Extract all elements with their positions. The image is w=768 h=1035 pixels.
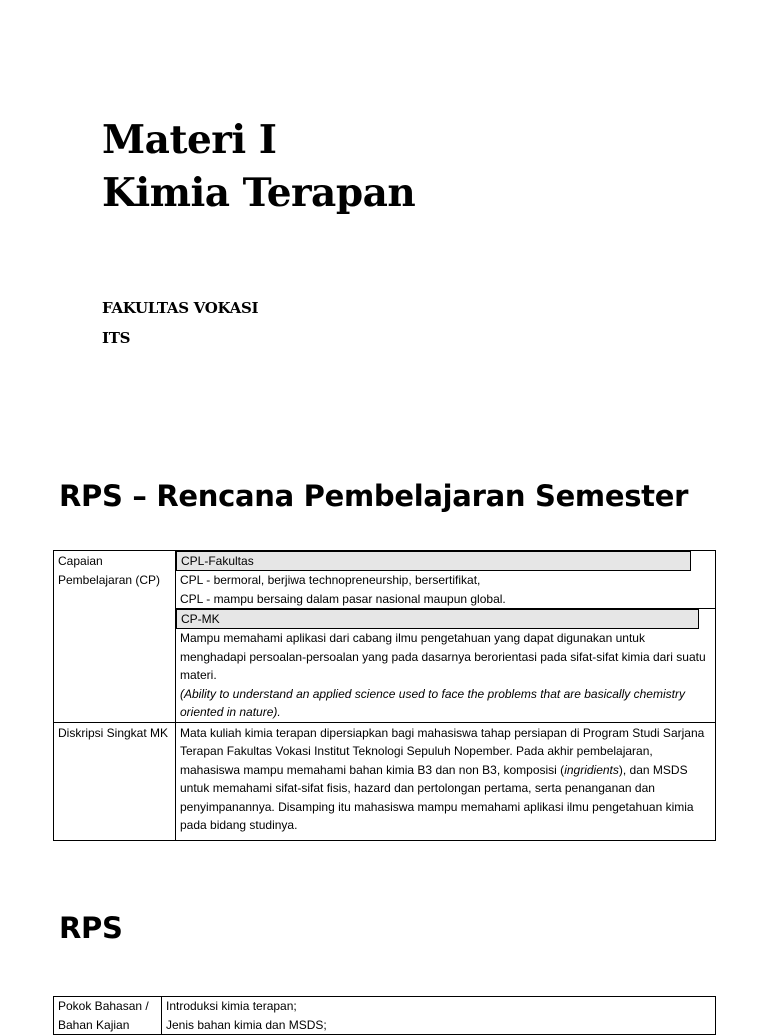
cpl-header: CPL-Fakultas	[176, 551, 691, 571]
desc-text-part1: Mata kuliah kimia terapan dipersiapkan bagi mahasiswa tahap persiapan di Program Studi Sarjana Terapan Fakultas Vokasi Institut Teknologi Sepuluh Nopember. Pada akhir pembelajaran, mahasiswa mampu memahami bahan kimia B3 dan non B3, komposisi (	[180, 725, 705, 777]
desc-content-cell	[176, 722, 716, 840]
pokok-line-2: Jenis bahan kimia dan MSDS;	[166, 1017, 327, 1032]
cpl-line-2: CPL - mampu bersaing dalam pasar nasional maupun global.	[180, 591, 506, 606]
rps-table-2	[53, 996, 716, 1035]
slide-subtitle	[102, 293, 258, 353]
faculty-name: FAKULTAS VOKASI	[102, 299, 259, 317]
rps-table	[53, 550, 716, 841]
institution-name: ITS	[102, 329, 131, 347]
cp-content-cell	[176, 551, 716, 723]
slide-title-line1: Materi I	[102, 117, 277, 163]
rps-heading: RPS – Rencana Pembelajaran Semester	[59, 479, 689, 513]
cpmk-text: Mampu memahami aplikasi dari cabang ilmu pengetahuan yang dapat digunakan untuk menghadapi persoalan-persoalan yang pada dasarnya berorientasi pada sifat-sifat kimia dari suatu materi.	[180, 631, 706, 682]
desc-label: Diskripsi Singkat MK	[58, 725, 169, 740]
table-row	[54, 551, 716, 723]
pokok-label: Pokok Bahasan / Bahan Kajian	[58, 999, 149, 1032]
desc-text-italic: ingridients	[564, 762, 619, 777]
pokok-line-1: Introduksi kimia terapan;	[166, 999, 297, 1013]
cpmk-english: (Ability to understand an applied science used to face the problems that are basically chemistry oriented in nature).	[180, 686, 685, 719]
cp-label-cell	[54, 551, 176, 723]
desc-text-part2: ), dan MSDS untuk memahami sifat-sifat fisis, hazard dan pertolongan pertama, serta penanganan dan penyimpanannya. Disamping itu mahasiswa mampu memahami aplikasi ilmu pengetahuan kimia pada bidang studinya.	[180, 762, 694, 832]
cpmk-header: CP-MK	[176, 609, 699, 629]
rps-heading-2: RPS	[59, 911, 123, 945]
table-row	[54, 997, 716, 1035]
pokok-label-cell	[54, 997, 162, 1035]
cp-label: Capaian Pembelajaran (CP)	[58, 554, 161, 587]
table-row	[54, 722, 716, 840]
desc-label-cell	[54, 722, 176, 840]
slide-title-line2: Kimia Terapan	[102, 170, 416, 216]
pokok-content-cell	[162, 997, 716, 1035]
cpl-line-1: CPL - bermoral, berjiwa technopreneurship, bersertifikat,	[180, 573, 481, 587]
slide-title	[102, 114, 415, 220]
